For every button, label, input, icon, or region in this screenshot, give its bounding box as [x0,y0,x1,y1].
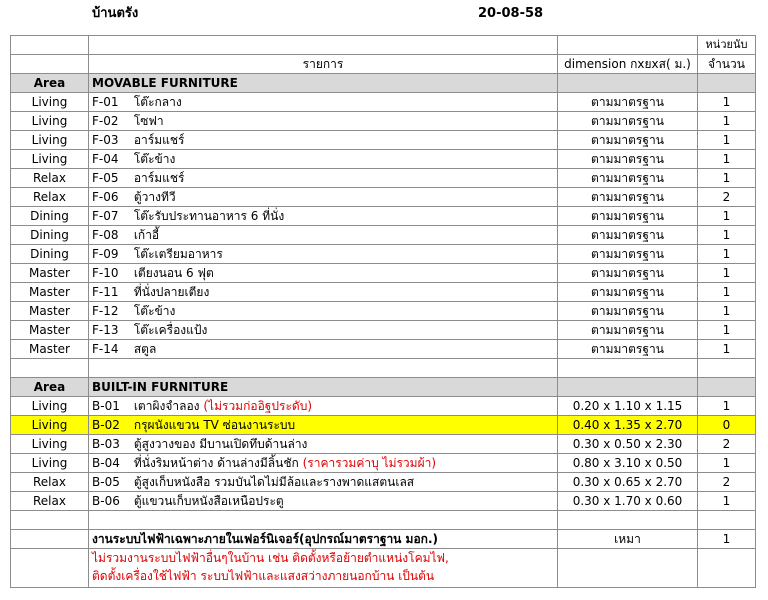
item-name: โต๊ะข้าง [133,304,176,318]
area-cell: Master [11,264,89,283]
item-name: ตู้วางทีวี [133,190,176,204]
item-note: (ไม่รวมก่ออิฐประดับ) [203,399,312,413]
qty-cell: 2 [698,188,756,207]
item-name: โต๊ะกลาง [133,95,182,109]
qty-cell: 1 [698,302,756,321]
item-cell [89,340,558,359]
item-code: F-02 [92,114,119,128]
area-header: Area [11,378,89,397]
dimension-cell: ตามมาตรฐาน [558,264,698,283]
dimension-cell: ตามมาตรฐาน [558,283,698,302]
blank-row [11,36,756,55]
item-cell [89,454,558,473]
item-name: ที่นั่งปลายเตียง [133,285,210,299]
area-cell: Master [11,283,89,302]
dimension-cell: ตามมาตรฐาน [558,226,698,245]
area-cell: Living [11,435,89,454]
qty-cell: 1 [698,169,756,188]
qty-cell: 1 [698,492,756,511]
item-code: B-05 [92,475,120,489]
item-code: F-09 [92,247,119,261]
item-name: เตียงนอน 6 ฟุต [133,266,214,280]
dimension-cell: ตามมาตรฐาน [558,150,698,169]
item-code: B-04 [92,456,120,470]
item-code: F-04 [92,152,119,166]
table-row [11,93,756,112]
item-code: F-13 [92,323,119,337]
area-cell: Living [11,112,89,131]
area-cell: Master [11,340,89,359]
item-code: B-06 [92,494,120,508]
table-row [11,473,756,492]
column-header-row [11,55,756,74]
area-cell: Living [11,131,89,150]
item-name: โต๊ะเครื่องแป้ง [133,323,208,337]
area-cell: Relax [11,492,89,511]
item-cell [89,283,558,302]
builtin-section-row [11,378,756,397]
dimension-cell: ตามมาตรฐาน [558,131,698,150]
item-code: F-08 [92,228,119,242]
unit-header: หน่วยนับ [698,36,756,55]
area-cell: Relax [11,188,89,207]
item-code: F-11 [92,285,119,299]
dimension-cell: 0.20 x 1.10 x 1.15 [558,397,698,416]
area-cell: Living [11,397,89,416]
dimension-cell: ตามมาตรฐาน [558,245,698,264]
qty-cell: 1 [698,245,756,264]
furniture-table [10,35,756,588]
table-row [11,435,756,454]
table-row [11,397,756,416]
dimension-cell: ตามมาตรฐาน [558,93,698,112]
dimension-cell: 0.30 x 0.50 x 2.30 [558,435,698,454]
qty-cell: 1 [698,112,756,131]
item-name: เก้าอี้ [133,228,160,242]
item-cell [89,435,558,454]
table-row [11,150,756,169]
dimension-cell: ตามมาตรฐาน [558,169,698,188]
area-cell: Living [11,416,89,435]
qty-cell: 2 [698,473,756,492]
area-cell: Master [11,302,89,321]
area-cell: Living [11,454,89,473]
qty-cell: 1 [698,93,756,112]
spacer-row [11,359,756,378]
qty-cell: 1 [698,454,756,473]
qty-header: จำนวน [698,55,756,74]
dimension-cell: 0.40 x 1.35 x 2.70 [558,416,698,435]
movable-section-title: MOVABLE FURNITURE [89,74,558,93]
area-cell: Relax [11,169,89,188]
item-name: โซฟา [133,114,164,128]
item-code: F-03 [92,133,119,147]
note-row [11,549,756,588]
dimension-cell: ตามมาตรฐาน [558,188,698,207]
table-row [11,112,756,131]
spacer-row [11,511,756,530]
qty-cell: 0 [698,416,756,435]
item-code: F-14 [92,342,119,356]
item-cell [89,207,558,226]
qty-cell: 2 [698,435,756,454]
item-name: ตู้สูงวางของ มีบานเปิดทึบด้านล่าง [133,437,308,451]
item-cell [89,169,558,188]
table-row [11,454,756,473]
qty-cell: 1 [698,264,756,283]
qty-cell: 1 [698,283,756,302]
item-name: โต๊ะข้าง [133,152,176,166]
dimension-cell: ตามมาตรฐาน [558,321,698,340]
dimension-cell: ตามมาตรฐาน [558,207,698,226]
item-code: F-06 [92,190,119,204]
item-cell [89,150,558,169]
area-cell: Dining [11,207,89,226]
area-header: Area [11,74,89,93]
table-row [11,340,756,359]
item-cell [89,473,558,492]
table-row [11,302,756,321]
builtin-section-title: BUILT-IN FURNITURE [89,378,558,397]
item-name: ตู้แขวนเก็บหนังสือเหนือประตู [133,494,284,508]
item-name: กรุผนังแขวน TV ซ่อนงานระบบ [133,418,296,432]
table-row [11,245,756,264]
qty-cell: 1 [698,150,756,169]
item-code: B-01 [92,399,120,413]
table-row [11,207,756,226]
electrical-title: งานระบบไฟฟ้าเฉพาะภายในเฟอร์นิเจอร์(อุปกรณ์มาตราฐาน มอก.) [89,530,558,549]
area-cell: Dining [11,245,89,264]
table-row [11,492,756,511]
qty-cell: 1 [698,340,756,359]
item-cell [89,131,558,150]
item-cell [89,397,558,416]
table-row [11,321,756,340]
item-cell [89,93,558,112]
item-name: ตู้สูงเก็บหนังสือ รวมบันไดไม่มีล้อและรางพาดแสตนเลส [133,475,415,489]
item-name: โต๊ะเตรียมอาหาร [133,247,223,261]
dimension-cell: ตามมาตรฐาน [558,112,698,131]
item-code: B-03 [92,437,120,451]
item-name: เตาผิงจำลอง [133,399,200,413]
item-code: F-07 [92,209,119,223]
table-row [11,283,756,302]
qty-cell: 1 [698,321,756,340]
item-name: อาร์มแชร์ [133,133,185,147]
item-name: อาร์มแชร์ [133,171,185,185]
item-cell [89,416,558,435]
dimension-cell: 0.80 x 3.10 x 0.50 [558,454,698,473]
item-cell [89,264,558,283]
dimension-cell: ตามมาตรฐาน [558,340,698,359]
dimension-cell: 0.30 x 0.65 x 2.70 [558,473,698,492]
table-row [11,169,756,188]
item-name: ที่นั่งริมหน้าต่าง ด้านล่างมีลิ้นชัก [133,456,299,470]
qty-cell: 1 [698,226,756,245]
electrical-dim: เหมา [558,530,698,549]
table-row [11,416,756,435]
electrical-row [11,530,756,549]
note-line-2: ติดตั้งเครื่องใช้ไฟฟ้า ระบบไฟฟ้าและแสงสว่างภายนอกบ้าน เป็นต้น [92,569,435,583]
item-code: B-02 [92,418,120,432]
item-code: F-05 [92,171,119,185]
item-cell [89,302,558,321]
dimension-header: dimension กxยxส( ม.) [558,55,698,74]
movable-section-row [11,74,756,93]
table-row [11,264,756,283]
area-cell: Relax [11,473,89,492]
qty-cell: 1 [698,207,756,226]
list-header: รายการ [89,55,558,74]
dimension-cell: 0.30 x 1.70 x 0.60 [558,492,698,511]
item-note: (ราคารวมค่าบุ ไม่รวมผ้า) [302,456,437,470]
item-cell [89,112,558,131]
item-code: F-01 [92,95,119,109]
area-cell: Living [11,93,89,112]
note-line-1: ไม่รวมงานระบบไฟฟ้าอื่นๆในบ้าน เช่น ติดตั้งหรือย้ายตำแหน่งโคมไฟ, [92,551,449,565]
table-row [11,226,756,245]
table-row [11,188,756,207]
item-cell [89,492,558,511]
table-row [11,131,756,150]
dimension-cell: ตามมาตรฐาน [558,302,698,321]
qty-cell: 1 [698,397,756,416]
area-cell: Master [11,321,89,340]
electrical-qty: 1 [698,530,756,549]
area-cell: Dining [11,226,89,245]
item-code: F-12 [92,304,119,318]
item-code: F-10 [92,266,119,280]
item-cell [89,321,558,340]
item-cell [89,245,558,264]
item-cell [89,188,558,207]
project-title: บ้านตรัง [92,6,139,21]
item-cell [89,226,558,245]
qty-cell: 1 [698,131,756,150]
area-cell: Living [11,150,89,169]
date: 20-08-58 [478,6,544,21]
item-name: สตูล [133,342,157,356]
item-name: โต๊ะรับประทานอาหาร 6 ที่นั่ง [133,209,285,223]
